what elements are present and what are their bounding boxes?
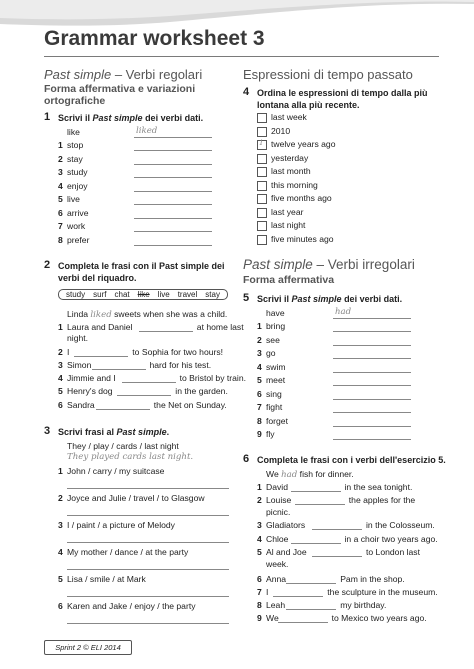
- item-word: see: [266, 334, 280, 345]
- item-prompt: My mother / dance / at the party: [67, 547, 189, 557]
- answer-line[interactable]: [333, 439, 411, 440]
- title-divider: [44, 56, 439, 57]
- item-word: enjoy: [67, 180, 88, 191]
- time-expression: last night: [271, 220, 306, 230]
- answer-line[interactable]: [92, 369, 146, 370]
- exercise-5-example-answer: had: [335, 307, 352, 317]
- order-box[interactable]: [257, 140, 267, 150]
- item-word: forget: [266, 415, 288, 426]
- exercise-3-instruction: Scrivi frasi al Past simple.: [58, 427, 170, 437]
- section-subheading: Forma affermativa e variazioni ortografiche: [44, 83, 196, 107]
- sentence-end: to Bristol by train.: [179, 373, 246, 383]
- item-word: bring: [266, 321, 286, 331]
- answer-line[interactable]: [291, 543, 341, 544]
- sentence-start: Henry's dog: [67, 386, 113, 396]
- sentence-start: Al and Joe: [266, 547, 307, 557]
- answer-line[interactable]: [117, 395, 171, 396]
- sentence-end: to London last: [366, 547, 420, 557]
- exercise-4-instruction: Ordina le espressioni di tempo dalla più lontana alla più recente.: [257, 88, 428, 110]
- sentence-end: to Sophia for two hours!: [132, 347, 224, 357]
- item-number: 6: [257, 574, 262, 584]
- exercise-6-example: We had fish for dinner.: [266, 469, 354, 480]
- exercise-1-instruction: Scrivi il Past simple dei verbi dati.: [58, 113, 204, 123]
- answer-line[interactable]: [139, 331, 193, 332]
- sentence-start: night.: [67, 333, 89, 343]
- page-title: Grammar worksheet 3: [44, 27, 265, 50]
- item-word: study: [67, 167, 88, 177]
- example-answer-line: [134, 137, 212, 138]
- item-number: 6: [58, 207, 63, 218]
- exercise-3-example-prompt: They / play / cards / last night: [67, 441, 179, 451]
- time-expression: 2010: [271, 125, 291, 136]
- sentence-start: Simon: [67, 360, 92, 370]
- item-prompt: John / carry / my suitcase: [67, 466, 165, 476]
- item-number: 5: [58, 574, 63, 584]
- item-word: stay: [67, 153, 83, 164]
- answer-line[interactable]: [333, 385, 411, 386]
- answer-line[interactable]: [67, 542, 229, 543]
- exercise-3-number: 3: [44, 425, 51, 437]
- order-box[interactable]: [257, 127, 267, 137]
- item-number: 7: [257, 587, 262, 597]
- section-heading-time-expressions: Espressioni di tempo passato: [243, 67, 413, 82]
- exercise-5-example-word: have: [266, 308, 285, 318]
- item-number: 2: [58, 153, 63, 164]
- sentence-end: the Net on Sunday.: [153, 400, 227, 410]
- item-word: arrive: [67, 207, 89, 218]
- exercise-2-instruction: Completa le frasi con il Past simple dei verbi del riquadro.: [58, 261, 225, 283]
- time-expression: twelve years ago: [271, 139, 336, 149]
- sentence-end: to Mexico two years ago.: [331, 613, 427, 623]
- word-box-item: like: [137, 290, 150, 299]
- item-number: 8: [257, 415, 262, 426]
- item-number: 6: [58, 601, 63, 611]
- order-box[interactable]: [257, 235, 267, 245]
- order-box[interactable]: [257, 113, 267, 123]
- exercise-4-number: 4: [243, 86, 250, 98]
- answer-line[interactable]: [134, 177, 212, 178]
- item-word: go: [266, 348, 276, 358]
- answer-line[interactable]: [333, 345, 411, 346]
- answer-line[interactable]: [134, 218, 212, 219]
- sentence-start: picnic.: [266, 507, 291, 517]
- answer-line[interactable]: [67, 569, 229, 570]
- section-subheading-2: Forma affermativa: [243, 274, 335, 286]
- answer-line[interactable]: [67, 623, 229, 624]
- answer-line[interactable]: [333, 358, 411, 359]
- item-number: 4: [58, 373, 63, 383]
- item-word: prefer: [67, 234, 90, 245]
- answer-line[interactable]: [286, 609, 336, 610]
- order-box[interactable]: [257, 181, 267, 191]
- footer-credit: Sprint 2 © ELI 2014: [44, 640, 132, 655]
- time-expression: last week: [271, 112, 307, 122]
- sentence-start: week.: [266, 559, 289, 569]
- answer-line[interactable]: [134, 231, 212, 232]
- sentence-start: Anna: [266, 574, 287, 584]
- item-word: meet: [266, 375, 286, 385]
- exercise-1-number: 1: [44, 111, 51, 123]
- answer-line[interactable]: [134, 191, 212, 192]
- answer-line[interactable]: [273, 596, 323, 597]
- item-number: 1: [257, 482, 262, 492]
- sentence-start: David: [266, 482, 288, 492]
- sentence-start: Chloe: [266, 534, 289, 544]
- item-number: 3: [58, 360, 63, 370]
- item-number: 8: [257, 600, 262, 610]
- answer-line[interactable]: [291, 491, 341, 492]
- answer-line[interactable]: [333, 426, 411, 427]
- answer-line[interactable]: [134, 245, 212, 246]
- answer-line[interactable]: [122, 382, 176, 383]
- item-word: swim: [266, 361, 286, 372]
- page-curl-decoration: [0, 0, 474, 30]
- exercise-6-instruction: Completa le frasi con i verbi dell'esercizio 5.: [257, 455, 446, 465]
- time-expression: last year: [271, 206, 304, 217]
- item-number: 2: [257, 334, 262, 345]
- item-prompt: Lisa / smile / at Mark: [67, 574, 146, 584]
- item-word: stop: [67, 140, 84, 150]
- time-expression: five minutes ago: [271, 233, 334, 244]
- answer-line[interactable]: [295, 504, 345, 505]
- item-number: 4: [257, 361, 262, 372]
- sentence-start: Gladiators: [266, 520, 306, 530]
- time-expression: five months ago: [271, 193, 332, 203]
- sentence-start: Leah: [266, 600, 286, 610]
- answer-line[interactable]: [286, 583, 336, 584]
- order-box[interactable]: [257, 167, 267, 177]
- item-word: fly: [266, 429, 275, 439]
- time-expression: last month: [271, 166, 311, 176]
- order-box[interactable]: [257, 208, 267, 218]
- time-expression: this morning: [271, 179, 318, 190]
- item-number: 2: [58, 493, 63, 503]
- order-box[interactable]: [257, 194, 267, 204]
- exercise-5-instruction: Scrivi il Past simple dei verbi dati.: [257, 294, 403, 304]
- exercise-2-number: 2: [44, 259, 51, 271]
- answer-line[interactable]: [67, 596, 229, 597]
- item-number: 9: [257, 429, 262, 439]
- order-box[interactable]: [257, 154, 267, 164]
- answer-line[interactable]: [278, 622, 328, 623]
- sentence-end: Pam in the shop.: [340, 574, 405, 584]
- word-box-item: travel: [177, 290, 198, 299]
- exercise-6-number: 6: [243, 453, 250, 465]
- item-number: 9: [257, 613, 262, 623]
- section-heading-irregular-verbs: Past simple – Verbi irregolari: [243, 257, 415, 272]
- word-box-item: stay: [205, 290, 220, 299]
- item-word: work: [67, 221, 86, 231]
- time-expression: yesterday: [271, 152, 309, 163]
- sentence-end: in a choir two years ago.: [344, 534, 438, 544]
- sentence-end: at home last: [196, 322, 244, 332]
- sentence-start: Louise: [266, 495, 292, 505]
- item-number: 7: [257, 402, 262, 412]
- item-number: 1: [58, 140, 63, 150]
- sentence-start: We: [266, 613, 279, 623]
- item-prompt: Karen and Jake / enjoy / the party: [67, 601, 196, 611]
- sentence-end: in the Colosseum.: [366, 520, 435, 530]
- item-number: 4: [257, 534, 262, 544]
- item-number: 4: [58, 547, 63, 557]
- item-prompt: Joyce and Julie / travel / to Glasgow: [67, 493, 205, 503]
- word-box-item: surf: [93, 290, 107, 299]
- item-number: 8: [58, 234, 63, 245]
- order-box-mark: 1: [259, 139, 264, 147]
- sentence-end: the sculpture in the museum.: [327, 587, 438, 597]
- item-prompt: I / paint / a picture of Melody: [67, 520, 175, 530]
- answer-line[interactable]: [312, 529, 362, 530]
- sentence-end: in the garden.: [175, 386, 228, 396]
- item-number: 1: [58, 322, 63, 332]
- sentence-start: Sandra: [67, 400, 95, 410]
- exercise-3-example-answer: They played cards last night.: [67, 452, 194, 462]
- sentence-start: I: [67, 347, 70, 357]
- sentence-end: hard for his test.: [149, 360, 212, 370]
- word-box-item: chat: [114, 290, 130, 299]
- item-number: 1: [58, 466, 63, 476]
- item-number: 4: [58, 180, 63, 191]
- sentence-end: the apples for the: [348, 495, 416, 505]
- item-word: live: [67, 194, 80, 204]
- sentence-start: Laura and Daniel: [67, 322, 133, 332]
- answer-line[interactable]: [134, 150, 212, 151]
- item-number: 5: [257, 547, 262, 557]
- sentence-start: Jimmie and I: [67, 373, 116, 383]
- word-box-item: live: [157, 290, 170, 299]
- word-box-item: study: [66, 290, 86, 299]
- word-box: [58, 289, 228, 300]
- sentence-start: I: [266, 587, 269, 597]
- item-number: 3: [58, 167, 63, 177]
- answer-line[interactable]: [333, 331, 411, 332]
- answer-line[interactable]: [74, 356, 128, 357]
- item-number: 3: [58, 520, 63, 530]
- item-number: 3: [257, 520, 262, 530]
- item-number: 2: [257, 495, 262, 505]
- item-number: 7: [58, 221, 63, 231]
- sentence-end: my birthday.: [340, 600, 387, 610]
- order-box[interactable]: [257, 221, 267, 231]
- item-number: 5: [257, 375, 262, 385]
- answer-line[interactable]: [134, 204, 212, 205]
- item-number: 1: [257, 321, 262, 331]
- item-number: 6: [257, 388, 262, 399]
- answer-line[interactable]: [333, 399, 411, 400]
- item-number: 6: [58, 400, 63, 410]
- item-word: sing: [266, 388, 282, 399]
- item-number: 3: [257, 348, 262, 358]
- answer-line[interactable]: [134, 164, 212, 165]
- answer-line[interactable]: [333, 412, 411, 413]
- answer-line[interactable]: [333, 372, 411, 373]
- answer-line[interactable]: [67, 515, 229, 516]
- sentence-end: in the sea tonight.: [344, 482, 413, 492]
- item-number: 2: [58, 347, 63, 357]
- exercise-2-example: Linda liked sweets when she was a child.: [67, 309, 228, 320]
- item-number: 5: [58, 386, 63, 396]
- item-number: 5: [58, 194, 63, 204]
- answer-line[interactable]: [67, 488, 229, 489]
- item-word: fight: [266, 402, 283, 412]
- answer-line[interactable]: [312, 556, 362, 557]
- exercise-5-number: 5: [243, 292, 250, 304]
- example-word: like: [67, 127, 80, 137]
- example-answer: liked: [136, 126, 158, 136]
- answer-line[interactable]: [96, 409, 150, 410]
- exercise-5-example-line: [333, 318, 411, 319]
- section-heading-regular-verbs: Past simple – Verbi regolari: [44, 67, 203, 82]
